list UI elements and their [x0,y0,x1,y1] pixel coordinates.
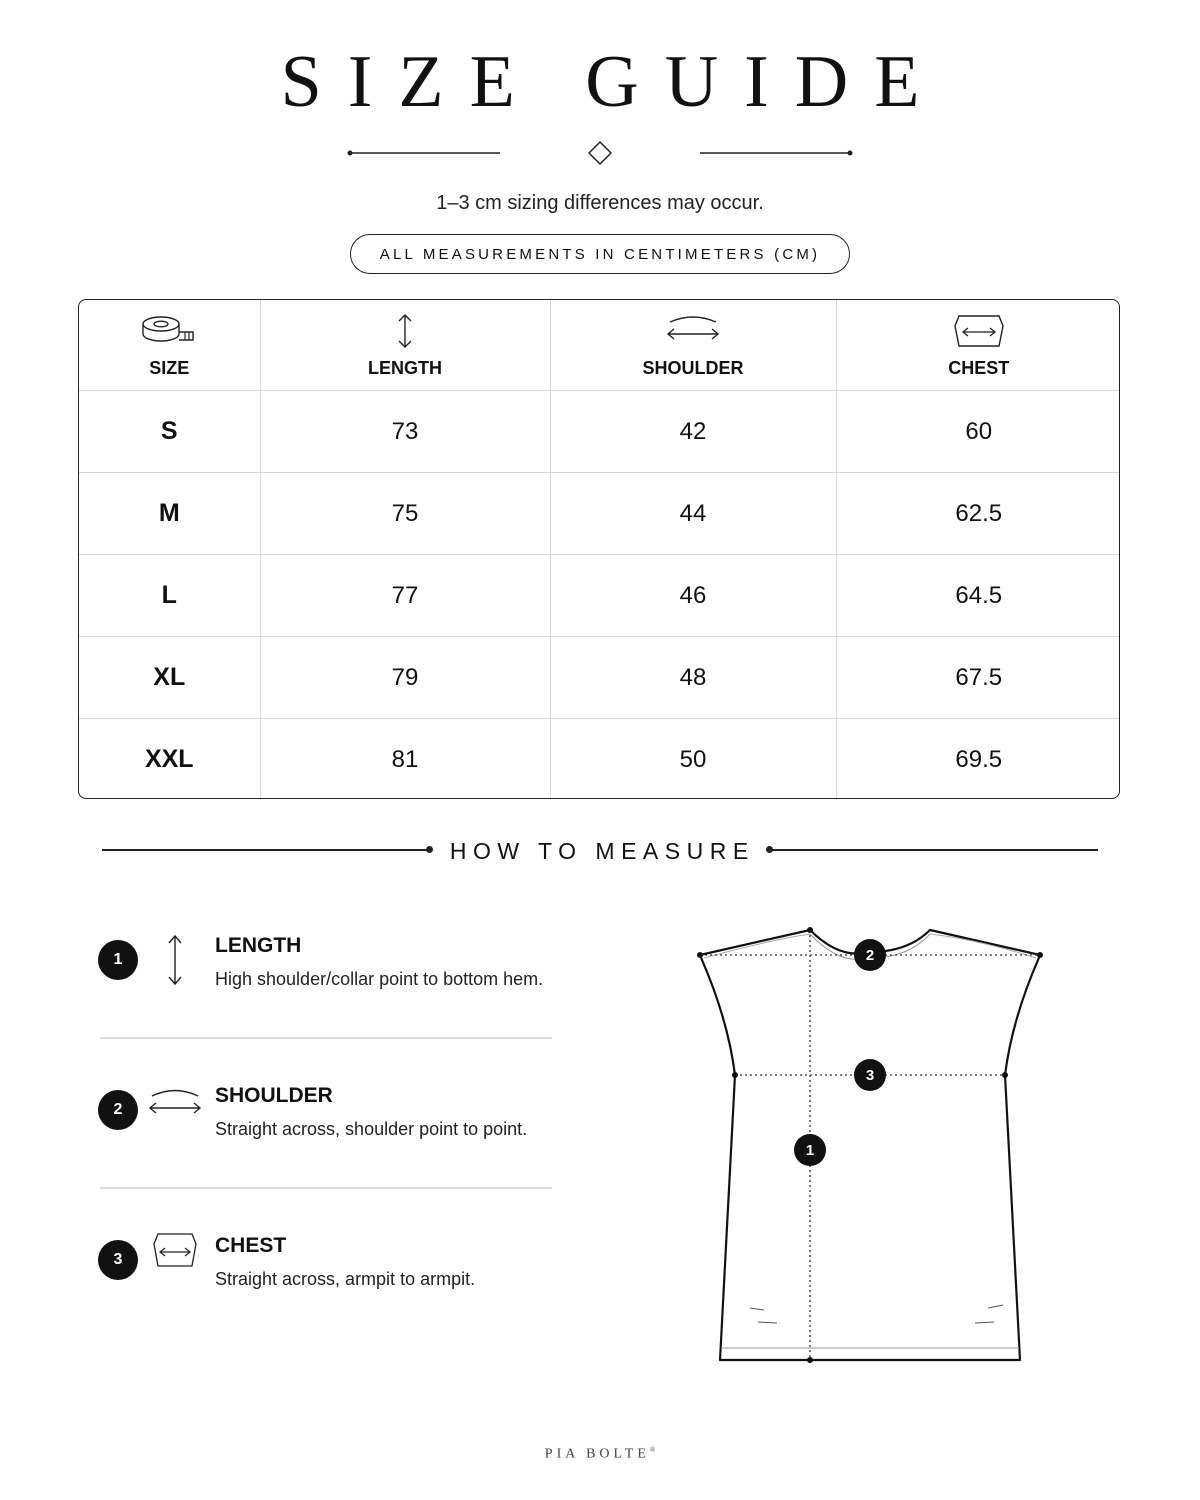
column-header-shoulder [550,300,836,391]
shoulder-cell: 46 [550,555,836,637]
section-rule-right [770,849,1098,851]
size-cell: M [79,473,260,555]
size-cell: S [79,391,260,473]
measure-step-length [98,934,552,1044]
measure-step-chest [98,1234,552,1344]
units-label: ALL MEASUREMENTS IN CENTIMETERS (CM) [379,245,821,263]
table-row [79,391,1120,473]
shoulder-arrow-icon [148,1086,202,1118]
size-cell: XL [79,637,260,719]
column-label: LENGTH [368,358,442,378]
registered-mark: ® [649,1446,656,1454]
sizing-note: 1–3 cm sizing differences may occur. [436,192,764,214]
length-cell: 75 [260,473,550,555]
shoulder-cell: 50 [550,719,836,800]
step-name: SHOULDER [215,1084,333,1107]
chest-cell: 60 [836,391,1120,473]
vertical-arrow-icon [395,312,415,350]
step-name: LENGTH [215,934,302,957]
column-label: SIZE [149,358,190,378]
step-description: High shoulder/collar point to bottom hem. [215,969,544,989]
shoulder-cell: 48 [550,637,836,719]
step-description: Straight across, armpit to armpit. [215,1269,476,1289]
chest-cell: 69.5 [955,745,1003,773]
section-rule-dot [426,846,433,853]
section-title: HOW TO MEASURE [449,838,755,864]
diagram-badge-3 [854,1059,886,1091]
step-number-badge: 1 [98,940,138,980]
step-divider [100,1037,552,1039]
svg-text:2: 2 [865,947,875,964]
column-header-length [260,300,550,391]
column-label: SHOULDER [642,358,744,378]
page-title: SIZE GUIDE [280,41,946,123]
column-header-size [79,300,260,391]
garment-diagram [690,920,1060,1370]
section-rule-left [102,849,428,851]
table-row [79,719,1120,800]
shoulder-cell: 42 [550,391,836,473]
size-cell: L [79,555,260,637]
title-divider [340,138,860,168]
column-label: CHEST [948,358,1010,378]
chest-cell: 64.5 [836,555,1120,637]
step-description: Straight across, shoulder point to point. [215,1119,528,1139]
diagram-badge-1 [794,1134,826,1166]
shoulder-arrow-icon [664,312,722,344]
table-row [79,555,1120,637]
length-cell: 73 [260,391,550,473]
chest-arrow-icon [951,312,1007,350]
units-badge [350,234,850,274]
size-cell: XXL [79,719,260,800]
chest-arrow-icon [148,1232,202,1270]
length-cell: 81 [260,719,550,800]
table-row [79,473,1120,555]
diamond-icon [589,142,611,164]
brand-name: PIA BOLTE [544,1446,650,1462]
chest-cell: 67.5 [836,637,1120,719]
svg-text:3: 3 [865,1067,875,1084]
length-cell: 79 [260,637,550,719]
length-cell: 77 [260,555,550,637]
step-divider [100,1187,552,1189]
measure-step-shoulder [98,1084,552,1194]
chest-cell: 62.5 [836,473,1120,555]
table-header-row [79,300,1120,391]
shoulder-cell: 44 [550,473,836,555]
size-table [78,299,1120,799]
step-number-badge: 2 [98,1090,138,1130]
measuring-tape-icon [139,312,199,348]
garment-outline [700,930,1040,1360]
brand-logo [0,1446,1200,1463]
step-number-badge: 3 [98,1240,138,1280]
step-name: CHEST [215,1234,287,1257]
table-row [79,637,1120,719]
column-header-chest [836,300,1120,391]
svg-text:1: 1 [805,1142,815,1159]
vertical-arrow-icon [148,934,202,986]
diagram-badge-2 [854,939,886,971]
